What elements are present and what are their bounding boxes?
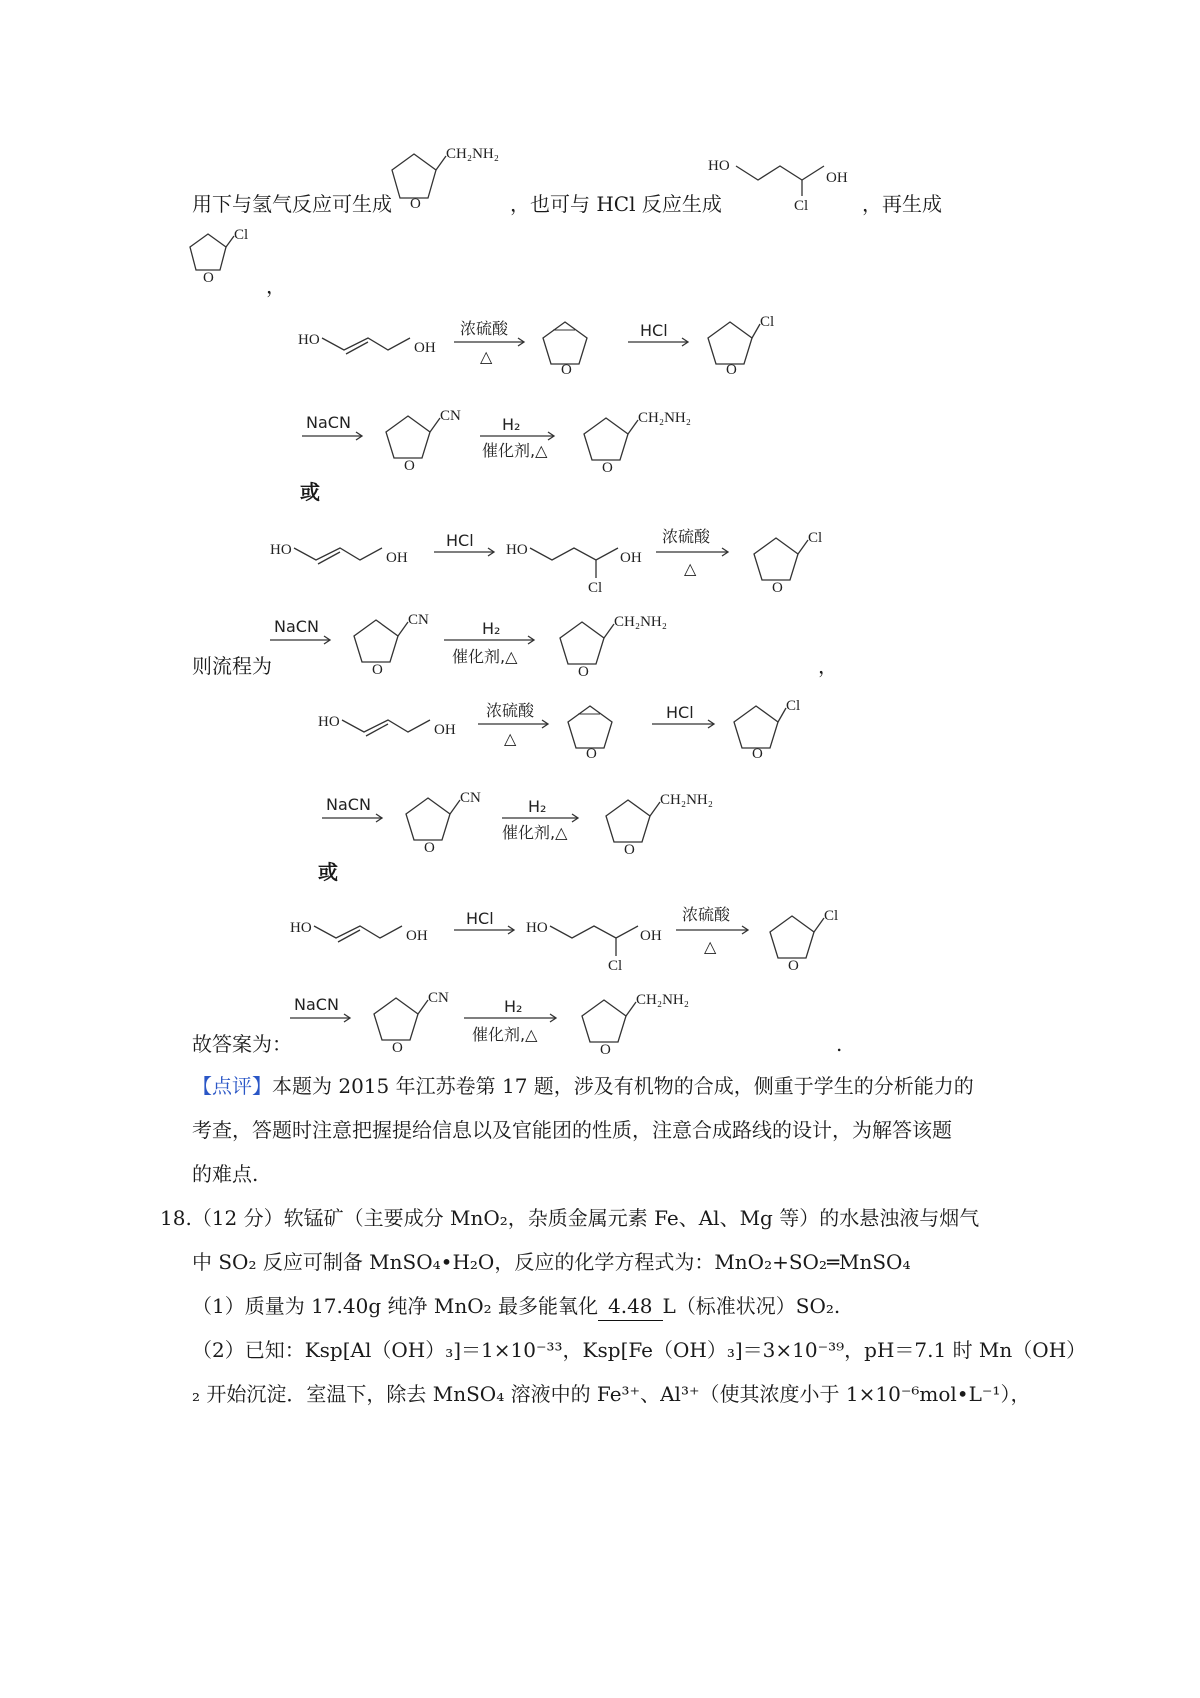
svg-text:NaCN: NaCN: [326, 795, 371, 814]
svg-text:HO: HO: [506, 542, 528, 558]
svg-text:CN: CN: [440, 408, 461, 424]
svg-text:HO: HO: [708, 158, 730, 174]
svg-text:HCl: HCl: [446, 531, 474, 550]
comment-tag: 【点评】: [192, 1074, 272, 1098]
svg-text:Cl: Cl: [588, 580, 603, 596]
svg-text:HCl: HCl: [640, 321, 668, 340]
q18-line-1: 18.（12 分）软锰矿（主要成分 MnO₂，杂质金属元素 Fe、Al、Mg 等）的水悬浊液与烟气: [160, 1206, 980, 1230]
svg-text:CH₂NH₂: CH₂NH₂: [614, 614, 667, 630]
svg-text:NaCN: NaCN: [274, 617, 319, 636]
or-label-2: 或: [318, 860, 338, 884]
answer-period: .: [836, 1032, 843, 1056]
svg-text:H₂: H₂: [504, 997, 523, 1016]
svg-text:HO: HO: [290, 920, 312, 936]
q18-part2-line1: （2）已知：Ksp[Al（OH）₃]＝1×10⁻³³，Ksp[Fe（OH）₃]＝3×10⁻³⁹，pH＝7.1 时 Mn（OH）: [192, 1338, 1087, 1362]
route-b-step1: [262, 520, 842, 610]
svg-text:OH: OH: [640, 928, 662, 944]
q18-part2-line2: ₂ 开始沉淀．室温下，除去 MnSO₄ 溶液中的 Fe³⁺、Al³⁺（使其浓度小于 1×10⁻⁶mol•L⁻¹），: [192, 1382, 1031, 1406]
comma-1: ，: [266, 274, 286, 298]
svg-text:HO: HO: [270, 542, 292, 558]
question-number: 18.: [160, 1206, 192, 1230]
svg-text:HCl: HCl: [466, 909, 494, 928]
svg-text:浓硫酸: 浓硫酸: [486, 701, 535, 720]
svg-text:O: O: [392, 1040, 403, 1056]
svg-text:催化剂,△: 催化剂,△: [482, 441, 548, 460]
route-a-step2: [296, 400, 736, 490]
svg-text:催化剂,△: 催化剂,△: [472, 1025, 538, 1044]
svg-text:O: O: [578, 664, 589, 680]
svg-text:CN: CN: [428, 990, 449, 1006]
svg-text:O: O: [203, 270, 214, 286]
svg-text:OH: OH: [620, 550, 642, 566]
answer-route-b-step2: [284, 982, 724, 1072]
svg-text:Cl: Cl: [824, 908, 839, 924]
route-b-step2: [264, 604, 704, 694]
ring-o-label: O: [410, 196, 421, 212]
svg-text:CN: CN: [460, 790, 481, 806]
svg-text:H₂: H₂: [502, 415, 521, 434]
route-a-step1: [290, 310, 810, 400]
svg-text:OH: OH: [406, 928, 428, 944]
chloro-thf-structure: [186, 222, 256, 292]
svg-text:Cl: Cl: [786, 698, 801, 714]
svg-text:催化剂,△: 催化剂,△: [452, 647, 518, 666]
svg-text:CN: CN: [408, 612, 429, 628]
svg-text:O: O: [586, 746, 597, 762]
svg-text:H₂: H₂: [528, 797, 547, 816]
comment-line-1: 【点评】本题为 2015 年江苏卷第 17 题，涉及有机物的合成，侧重于学生的分析能力的: [192, 1074, 974, 1098]
svg-text:O: O: [561, 362, 572, 378]
svg-text:O: O: [726, 362, 737, 378]
svg-text:NaCN: NaCN: [306, 413, 351, 432]
svg-text:浓硫酸: 浓硫酸: [682, 905, 731, 924]
aminomethyl-thf-structure: [384, 140, 524, 220]
ch2nh2-label: CH₂NH₂: [446, 146, 499, 162]
svg-text:O: O: [772, 580, 783, 596]
intro-line-suffix: ，再生成: [862, 192, 942, 216]
answer-label: 故答案为：: [192, 1032, 292, 1056]
svg-text:△: △: [684, 559, 697, 578]
svg-text:浓硫酸: 浓硫酸: [460, 319, 509, 338]
flow-label: 则流程为: [192, 654, 272, 678]
svg-text:O: O: [424, 840, 435, 856]
answer-route-a-step2: [316, 782, 756, 872]
svg-text:HO: HO: [526, 920, 548, 936]
svg-text:O: O: [602, 460, 613, 476]
svg-text:Cl: Cl: [808, 530, 823, 546]
comma-2: ，: [818, 654, 838, 678]
svg-text:CH₂NH₂: CH₂NH₂: [660, 792, 713, 808]
svg-text:HO: HO: [298, 332, 320, 348]
or-label-1: 或: [300, 480, 320, 504]
svg-text:OH: OH: [414, 340, 436, 356]
answer-route-b-step1: [282, 898, 862, 988]
svg-text:Cl: Cl: [760, 314, 775, 330]
svg-text:CH₂NH₂: CH₂NH₂: [638, 410, 691, 426]
svg-text:O: O: [788, 958, 799, 974]
svg-text:NaCN: NaCN: [294, 995, 339, 1014]
svg-text:Cl: Cl: [608, 958, 623, 974]
svg-text:OH: OH: [386, 550, 408, 566]
svg-text:HO: HO: [318, 714, 340, 730]
q18-line-2: 中 SO₂ 反应可制备 MnSO₄•H₂O，反应的化学方程式为：MnO₂+SO₂═MnSO₄: [192, 1250, 911, 1274]
svg-text:O: O: [624, 842, 635, 858]
svg-text:H₂: H₂: [482, 619, 501, 638]
svg-text:Cl: Cl: [234, 227, 249, 243]
comment-line-2: 考查，答题时注意把握提给信息以及官能团的性质，注意合成路线的设计，为解答该题: [192, 1118, 952, 1142]
svg-text:O: O: [600, 1042, 611, 1058]
svg-text:O: O: [372, 662, 383, 678]
answer-blank: 4.48: [598, 1292, 663, 1321]
svg-text:△: △: [480, 347, 493, 366]
chlorodiol-structure: [708, 140, 878, 220]
svg-text:Cl: Cl: [794, 198, 809, 214]
answer-route-a-step1: [310, 692, 830, 782]
comment-line-3: 的难点.: [192, 1162, 259, 1186]
q18-part1: （1）质量为 17.40g 纯净 MnO₂ 最多能氧化 4.48 L（标准状况）SO₂.: [192, 1292, 840, 1321]
svg-text:浓硫酸: 浓硫酸: [662, 527, 711, 546]
svg-text:CH₂NH₂: CH₂NH₂: [636, 992, 689, 1008]
svg-text:催化剂,△: 催化剂,△: [502, 823, 568, 842]
svg-text:△: △: [504, 729, 517, 748]
svg-text:O: O: [404, 458, 415, 474]
intro-line-mid: ，也可与 HCl 反应生成: [510, 192, 722, 216]
svg-text:O: O: [752, 746, 763, 762]
svg-text:△: △: [704, 937, 717, 956]
svg-text:OH: OH: [434, 722, 456, 738]
svg-text:HCl: HCl: [666, 703, 694, 722]
intro-line-prefix: 用下与氢气反应可生成: [192, 192, 392, 216]
svg-text:OH: OH: [826, 170, 848, 186]
